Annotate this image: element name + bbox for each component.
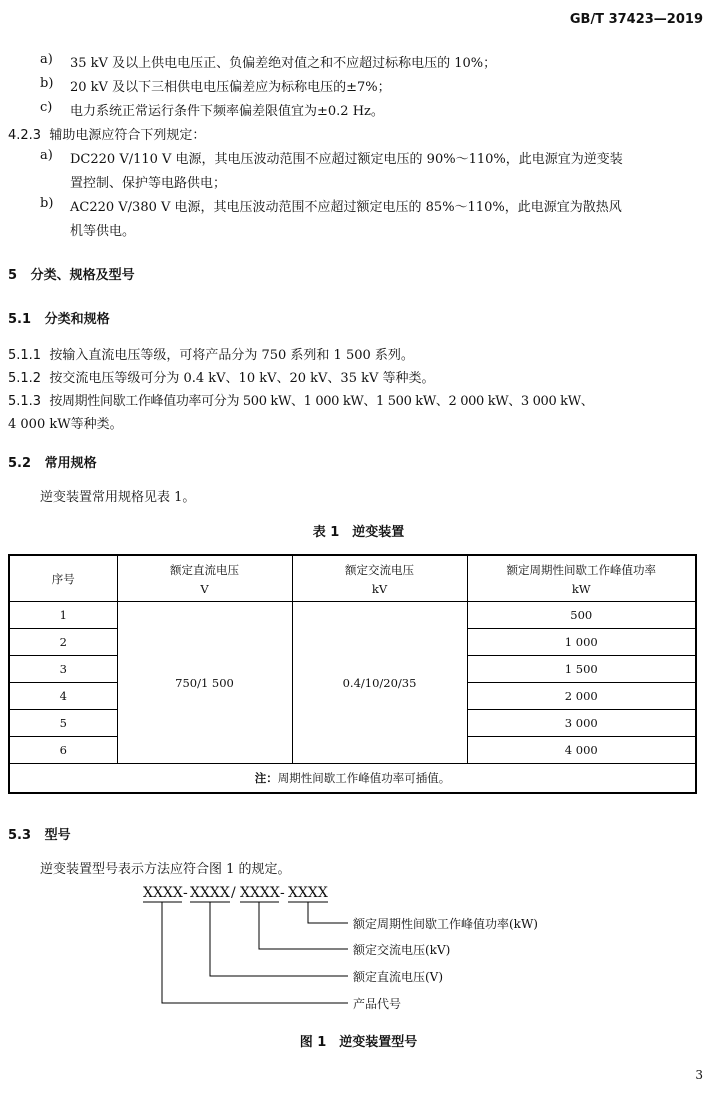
paragraph-5-2: 逆变装置常用规格见表 1。 xyxy=(40,490,196,505)
clause-number: 5.1.3 xyxy=(8,394,42,409)
section-number: 5.3 xyxy=(8,828,32,843)
model-separator: - xyxy=(183,885,188,901)
model-separator: - xyxy=(280,885,285,901)
figure-1-caption: 图 1 逆变装置型号 xyxy=(299,1035,418,1050)
list-a-text-3: 电力系统正常运行条件下频率偏差限值宜为±0.2 Hz。 xyxy=(70,104,384,119)
list-a-label-2: b) xyxy=(40,76,54,91)
list-a-label-1: a) xyxy=(40,52,53,67)
section-title: 型号 xyxy=(44,828,71,843)
model-part-ac-voltage: XXXX xyxy=(240,885,280,901)
cell-power: 3 000 xyxy=(467,710,696,737)
model-part-dc-voltage: XXXX xyxy=(190,885,230,901)
cell-dc-voltage: 750/1 500 xyxy=(117,602,292,764)
legend-ac-voltage: 额定交流电压(kV) xyxy=(353,943,451,957)
clause-4-2-3 xyxy=(8,124,205,143)
model-separator: / xyxy=(231,885,236,901)
legend-power: 额定周期性间歇工作峰值功率(kW) xyxy=(353,917,538,931)
standard-header: GB/T 37423—2019 xyxy=(569,12,703,27)
note-text: 周期性间歇工作峰值功率可插值。 xyxy=(277,771,451,785)
clause-5-1-1 xyxy=(8,344,414,363)
table-row xyxy=(9,602,696,629)
clause-text: 按交流电压等级可分为 0.4 kV、10 kV、20 kV、35 kV 等种类。 xyxy=(49,371,435,386)
table-note xyxy=(9,764,696,794)
cell-seq: 1 xyxy=(9,602,117,629)
clause-text: 按周期性间歇工作峰值功率可分为 500 kW、1 000 kW、1 500 kW、2 000 kW、3 000 kW、 xyxy=(49,394,594,409)
table-header-row xyxy=(9,555,696,602)
section-title: 常用规格 xyxy=(44,456,97,471)
list-a-text-1: 35 kV 及以上供电电压正、负偏差绝对值之和不应超过标称电压的 10%； xyxy=(70,56,497,71)
table-1-caption: 表 1 逆变装置 xyxy=(312,525,405,540)
spec-table xyxy=(8,554,697,794)
clause-number: 5.1.2 xyxy=(8,371,42,386)
model-part-power: XXXX xyxy=(288,885,328,901)
legend-dc-voltage: 额定直流电压(V) xyxy=(353,970,444,984)
clause-5-1-3 xyxy=(8,390,593,409)
section-5-3-heading xyxy=(8,824,71,843)
model-part-product-code: XXXX xyxy=(143,885,183,901)
section-title: 分类和规格 xyxy=(44,312,110,327)
cell-power: 4 000 xyxy=(467,737,696,764)
section-5-1-heading xyxy=(8,308,110,327)
section-number: 5 xyxy=(8,268,18,283)
cell-seq: 5 xyxy=(9,710,117,737)
section-number: 5.2 xyxy=(8,456,32,471)
section-5-2-heading xyxy=(8,452,97,471)
paragraph-5-3: 逆变装置型号表示方法应符合图 1 的规定。 xyxy=(40,862,291,877)
clause-text: 辅助电源应符合下列规定： xyxy=(49,128,206,143)
section-number: 5.1 xyxy=(8,312,32,327)
section-title: 分类、规格及型号 xyxy=(30,268,135,283)
cell-seq: 4 xyxy=(9,683,117,710)
cell-seq: 2 xyxy=(9,629,117,656)
cell-power: 2 000 xyxy=(467,683,696,710)
page-number: 3 xyxy=(695,1068,703,1082)
section-5-heading xyxy=(8,264,135,283)
list-b-text-2: AC220 V/380 V 电源，其电压波动范围不应超过额定电压的 85%～110%，此电源宜为散热风 xyxy=(70,200,622,215)
cell-seq: 3 xyxy=(9,656,117,683)
clause-number: 4.2.3 xyxy=(8,128,42,143)
list-b-label-1: a) xyxy=(40,148,53,163)
clause-5-1-2 xyxy=(8,367,435,386)
list-b-label-2: b) xyxy=(40,196,54,211)
note-label: 注： xyxy=(254,771,278,785)
table-note-row xyxy=(9,764,696,794)
list-b-text-1: DC220 V/110 V 电源，其电压波动范围不应超过额定电压的 90%～110%，此电源宜为逆变装 xyxy=(70,152,623,167)
cell-seq: 6 xyxy=(9,737,117,764)
cell-power: 1 500 xyxy=(467,656,696,683)
cell-ac-voltage: 0.4/10/20/35 xyxy=(292,602,467,764)
list-a-label-3: c) xyxy=(40,100,53,115)
cell-power: 1 000 xyxy=(467,629,696,656)
list-b-text-2-cont: 机等供电。 xyxy=(70,224,136,239)
clause-number: 5.1.1 xyxy=(8,348,42,363)
legend-product-code: 产品代号 xyxy=(353,997,402,1011)
list-b-text-1-cont: 置控制、保护等电路供电； xyxy=(70,176,227,191)
header-power: 额定周期性间歇工作峰值功率 kW xyxy=(467,555,696,602)
header-ac-voltage: 额定交流电压 kV xyxy=(292,555,467,602)
cell-power: 500 xyxy=(467,602,696,629)
clause-text: 按输入直流电压等级，可将产品分为 750 系列和 1 500 系列。 xyxy=(49,348,414,363)
header-seq: 序号 xyxy=(9,555,117,602)
list-a-text-2: 20 kV 及以下三相供电电压偏差应为标称电压的±7%； xyxy=(70,80,391,95)
header-dc-voltage: 额定直流电压 V xyxy=(117,555,292,602)
clause-5-1-3-cont: 4 000 kW等种类。 xyxy=(8,417,123,432)
